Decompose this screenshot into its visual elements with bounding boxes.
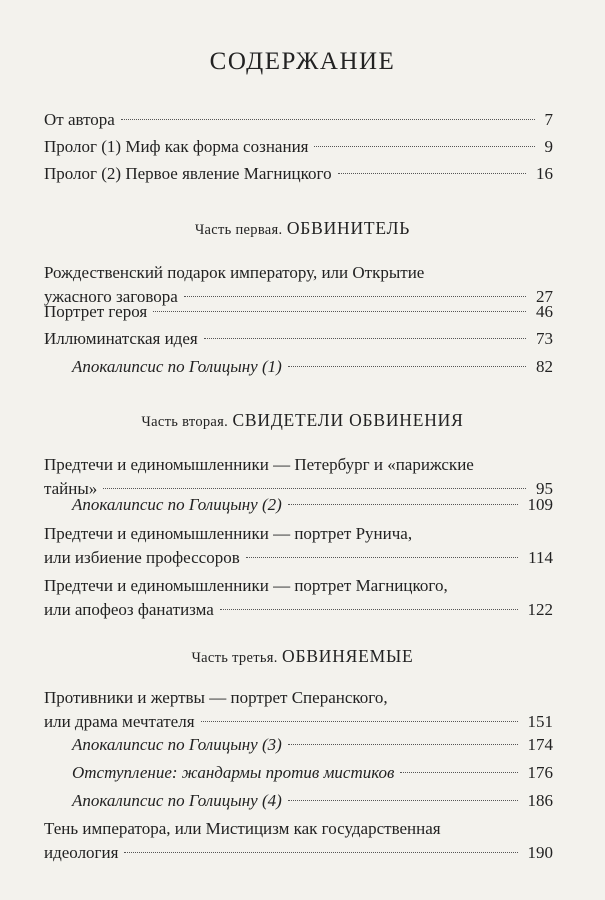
toc-entry-prologue-2[interactable] <box>44 162 553 186</box>
page-title: СОДЕРЖАНИЕ <box>209 48 396 75</box>
dot-leader <box>184 296 526 297</box>
part-heading-3 <box>0 646 605 667</box>
entry-title: Пролог (1) Миф как форма сознания <box>44 137 309 156</box>
toc-entry[interactable] <box>72 733 553 757</box>
entry-title-line: Предтечи и единомышленники — портрет Магницкого, <box>44 576 448 595</box>
entry-page: 73 <box>536 329 553 348</box>
toc-entry[interactable] <box>72 761 553 785</box>
entry-title-line: Предтечи и единомышленники — портрет Рунича, <box>44 524 413 543</box>
dot-leader <box>288 366 526 367</box>
entry-title: идеология <box>44 843 119 862</box>
dot-leader <box>400 772 517 773</box>
toc-entry[interactable] <box>44 817 553 865</box>
entry-title: ужасного заговора <box>44 287 178 306</box>
entry-title: Апокалипсис по Голицыну (4) <box>72 791 282 810</box>
entry-title-line: Рождественский подарок императору, или Открытие <box>44 263 425 282</box>
toc-entry-prologue-1[interactable] <box>44 135 553 159</box>
toc-entry[interactable] <box>72 789 553 813</box>
entry-page: 186 <box>527 791 553 810</box>
entry-page: 114 <box>528 548 553 567</box>
dot-leader <box>121 119 535 120</box>
part-label: Часть первая. <box>194 222 283 238</box>
dot-leader <box>314 146 534 147</box>
entry-title: или избиение профессоров <box>44 548 240 567</box>
toc-entry[interactable] <box>72 355 553 379</box>
entry-title: Иллюминатская идея <box>44 329 198 348</box>
dot-leader <box>220 609 518 610</box>
entry-page: 174 <box>527 735 553 754</box>
dot-leader <box>288 744 518 745</box>
entry-title: Отступление: жандармы против мистиков <box>72 763 395 782</box>
dot-leader <box>153 311 526 312</box>
dot-leader <box>338 173 526 174</box>
toc-entry[interactable] <box>44 686 553 734</box>
entry-title: Портрет героя <box>44 302 148 321</box>
toc-entry[interactable] <box>72 493 553 517</box>
entry-page: 176 <box>527 763 553 782</box>
entry-page: 95 <box>536 479 553 498</box>
entry-title: Апокалипсис по Голицыну (1) <box>72 357 282 376</box>
part-heading-1 <box>0 218 605 239</box>
entry-title: или драма мечтателя <box>44 712 195 731</box>
part-title: ОБВИНЯЕМЫЕ <box>282 646 414 666</box>
dot-leader <box>103 488 526 489</box>
part-label: Часть вторая. <box>141 414 229 430</box>
part-label: Часть третья. <box>191 650 278 666</box>
entry-page: 46 <box>536 302 553 321</box>
entry-page: 7 <box>544 110 553 129</box>
entry-page: 9 <box>544 137 553 156</box>
entry-title: Апокалипсис по Голицыну (3) <box>72 735 282 754</box>
dot-leader <box>288 504 518 505</box>
entry-page: 190 <box>527 843 553 862</box>
entry-title: тайны» <box>44 479 98 498</box>
toc-entry[interactable] <box>44 300 553 324</box>
dot-leader <box>201 721 518 722</box>
toc-entry[interactable] <box>44 327 553 351</box>
entry-page: 151 <box>527 712 553 731</box>
dot-leader <box>246 557 518 558</box>
entry-title: Апокалипсис по Голицыну (2) <box>72 495 282 514</box>
entry-page: 122 <box>527 600 553 619</box>
part-title: ОБВИНИТЕЛЬ <box>286 218 411 238</box>
toc-entry[interactable] <box>44 522 553 570</box>
entry-title: или апофеоз фанатизма <box>44 600 214 619</box>
entry-page: 16 <box>536 164 553 183</box>
entry-title-line: Предтечи и единомышленники — Петербург и «парижские <box>44 455 474 474</box>
entry-title: Пролог (2) Первое явление Магницкого <box>44 164 332 183</box>
entry-title-line: Противники и жертвы — портрет Сперанского, <box>44 688 388 707</box>
dot-leader <box>288 800 518 801</box>
toc-entry[interactable] <box>44 574 553 622</box>
part-heading-2 <box>0 410 605 431</box>
dot-leader <box>124 852 517 853</box>
dot-leader <box>204 338 526 339</box>
entry-page: 109 <box>527 495 553 514</box>
entry-title: От автора <box>44 110 115 129</box>
part-title: СВИДЕТЕЛИ ОБВИНЕНИЯ <box>232 410 464 430</box>
entry-title-line: Тень императора, или Мистицизм как государственная <box>44 819 441 838</box>
entry-page: 82 <box>536 357 553 376</box>
entry-page: 27 <box>536 287 553 306</box>
toc-entry-from-author[interactable] <box>44 108 553 132</box>
